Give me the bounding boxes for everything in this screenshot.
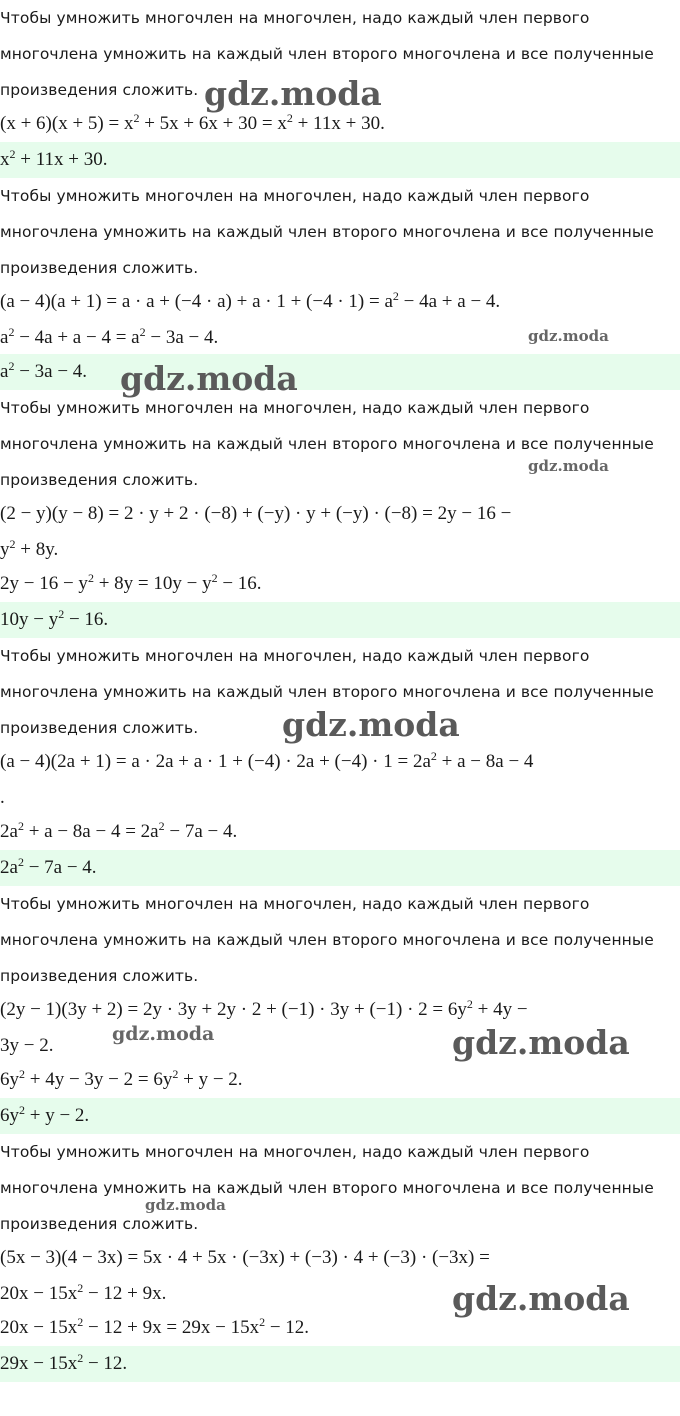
rule-text-line: произведения сложить.	[0, 81, 199, 99]
math-line: $(a - 4)(2a + 1) = a \cdot 2a + a \cdot 1 + (-4) \cdot 2a + (-4) \cdot 1 = 2a^2 + a - 8a - 4$	[0, 749, 534, 772]
rule-text-line: многочлена умножить на каждый член второго многочлена и все полученные	[0, 683, 654, 701]
math-line: $y^2 + 8y$.	[0, 537, 59, 560]
rule-text-line: Чтобы умножить многочлен на многочлен, надо каждый член первого	[0, 647, 590, 665]
rule-text-line: Чтобы умножить многочлен на многочлен, надо каждый член первого	[0, 187, 590, 205]
rule-text-line: произведения сложить.	[0, 259, 199, 277]
answer-line: $x^2 + 11x + 30$.	[0, 142, 680, 178]
math-line: .	[0, 787, 5, 808]
watermark-logo: gdz.moda	[282, 705, 460, 744]
rule-text-line: многочлена умножить на каждый член второго многочлена и все полученные	[0, 45, 654, 63]
rule-text-line: Чтобы умножить многочлен на многочлен, надо каждый член первого	[0, 895, 590, 913]
rule-text-line: многочлена умножить на каждый член второго многочлена и все полученные	[0, 223, 654, 241]
math-line: (2 − y)(y − 8) = 2 · y + 2 · (−8) + (−y) · y + (−y) · (−8) = 2y − 16 −	[0, 503, 512, 524]
watermark-logo: gdz.moda	[112, 1023, 215, 1045]
math-line: $2a^2 + a - 8a - 4 = 2a^2 - 7a - 4$.	[0, 819, 238, 842]
watermark-logo: gdz.moda	[528, 327, 609, 345]
answer-line: $a^2 - 3a - 4$.	[0, 354, 680, 390]
answer-line: $10y - y^2 - 16$.	[0, 602, 680, 638]
watermark-logo: gdz.moda	[528, 457, 609, 475]
rule-text-line: произведения сложить.	[0, 471, 199, 489]
rule-text-line: Чтобы умножить многочлен на многочлен, надо каждый член первого	[0, 399, 590, 417]
math-line: $20x - 15x^2 - 12 + 9x$.	[0, 1281, 167, 1304]
answer-line: $6y^2 + y - 2$.	[0, 1098, 680, 1134]
math-line: $a^2 - 4a + a - 4 = a^2 - 3a - 4$.	[0, 325, 219, 348]
rule-text-line: многочлена умножить на каждый член второго многочлена и все полученные	[0, 1179, 654, 1197]
rule-text-line: многочлена умножить на каждый член второго многочлена и все полученные	[0, 435, 654, 453]
rule-text-line: Чтобы умножить многочлен на многочлен, надо каждый член первого	[0, 9, 590, 27]
rule-text-line: произведения сложить.	[0, 719, 199, 737]
math-line: (5x − 3)(4 − 3x) = 5x · 4 + 5x · (−3x) + (−3) · 4 + (−3) · (−3x) =	[0, 1247, 490, 1268]
math-line: $6y^2 + 4y - 3y - 2 = 6y^2 + y - 2$.	[0, 1067, 243, 1090]
math-line: $2y - 16 - y^2 + 8y = 10y - y^2 - 16$.	[0, 571, 262, 594]
math-line: 3y − 2.	[0, 1035, 54, 1056]
answer-line: $2a^2 - 7a - 4$.	[0, 850, 680, 886]
watermark-logo: gdz.moda	[120, 359, 298, 398]
watermark-logo: gdz.moda	[204, 74, 382, 113]
math-line: $(a - 4)(a + 1) = a \cdot a + (-4 \cdot a) + a \cdot 1 + (-4 \cdot 1) = a^2 - 4a + a - 4$.	[0, 289, 501, 312]
math-line: $(x + 6)(x + 5) = x^2 + 5x + 6x + 30 = x^2 + 11x + 30$.	[0, 111, 385, 134]
watermark-logo: gdz.moda	[452, 1023, 630, 1062]
watermark-logo: gdz.moda	[145, 1196, 226, 1214]
rule-text-line: произведения сложить.	[0, 967, 199, 985]
math-line: $(2y - 1)(3y + 2) = 2y \cdot 3y + 2y \cdot 2 + (-1) \cdot 3y + (-1) \cdot 2 = 6y^2 + 4y$ −	[0, 997, 528, 1020]
math-line: $20x - 15x^2 - 12 + 9x = 29x - 15x^2 - 12$.	[0, 1315, 310, 1338]
rule-text-line: многочлена умножить на каждый член второго многочлена и все полученные	[0, 931, 654, 949]
watermark-logo: gdz.moda	[452, 1279, 630, 1318]
rule-text-line: произведения сложить.	[0, 1215, 199, 1233]
rule-text-line: Чтобы умножить многочлен на многочлен, надо каждый член первого	[0, 1143, 590, 1161]
answer-line: $29x - 15x^2 - 12$.	[0, 1346, 680, 1382]
